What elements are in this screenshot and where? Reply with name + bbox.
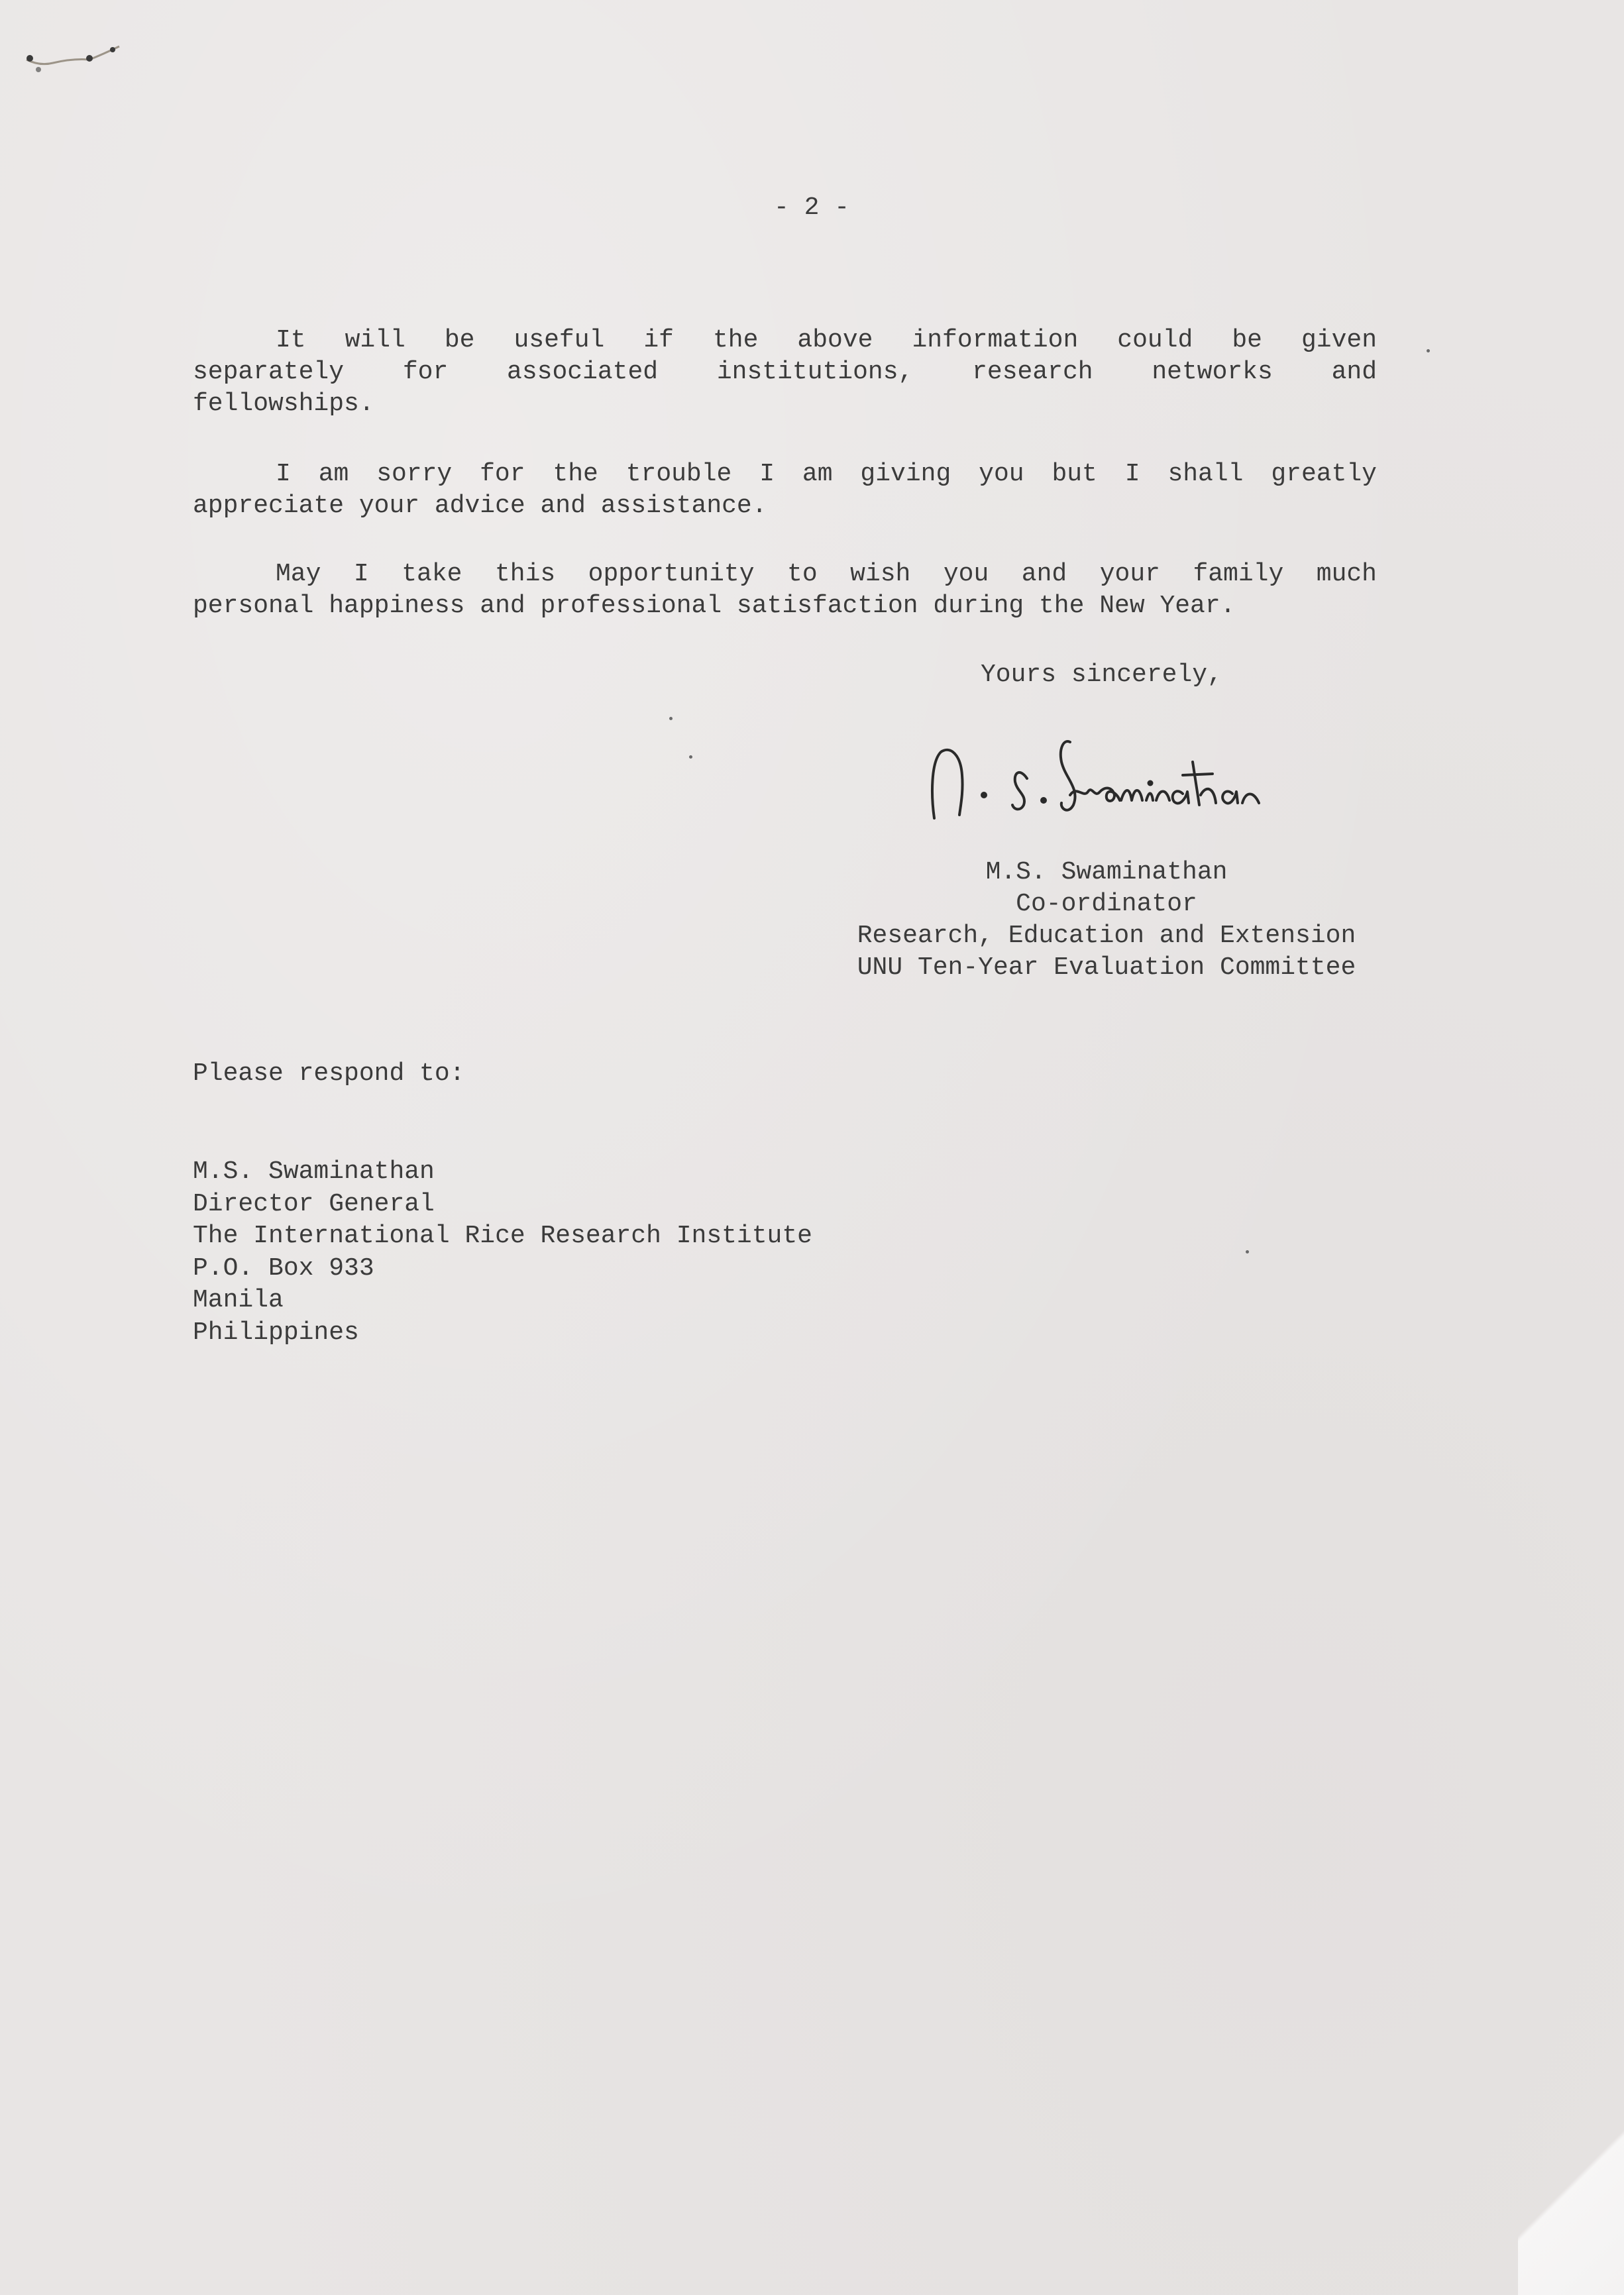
paragraph-line: fellowships.	[193, 390, 374, 418]
address-line: Manila	[193, 1286, 284, 1314]
paragraph-3	[193, 559, 1377, 622]
paragraph-line: May I take this opportunity to wish you and your family much	[276, 560, 1377, 588]
address-line: P.O. Box 933	[193, 1254, 374, 1283]
closing-salutation: Yours sincerely,	[981, 661, 1222, 689]
page-corner-fold	[1518, 2083, 1624, 2295]
address-line: Philippines	[193, 1318, 359, 1347]
signatory-title: Co-ordinator	[1016, 890, 1197, 918]
handwritten-signature	[914, 722, 1444, 835]
paragraph-line: personal happiness and professional satisfaction during the New Year.	[193, 592, 1236, 620]
signatory-department: Research, Education and Extension	[857, 922, 1356, 950]
paper-speck	[689, 755, 692, 759]
paper-speck	[1427, 349, 1430, 352]
paragraph-1	[193, 325, 1377, 420]
signatory-name: M.S. Swaminathan	[985, 858, 1228, 886]
respond-label: Please respond to:	[193, 1059, 465, 1088]
staple-mark-icon	[13, 33, 126, 86]
paragraph-2	[193, 458, 1377, 522]
address-line: M.S. Swaminathan	[193, 1157, 435, 1186]
address-line: Director General	[193, 1189, 435, 1218]
signatory-block	[835, 857, 1378, 984]
paper-speck	[669, 717, 673, 720]
response-address	[193, 1156, 812, 1349]
page-number: - 2 -	[773, 193, 850, 222]
paragraph-line: It will be useful if the above information could be given	[276, 326, 1377, 354]
paragraph-line: separately for associated institutions, research networks and	[193, 358, 1377, 386]
address-line: The International Rice Research Institute	[193, 1222, 812, 1250]
signatory-committee: UNU Ten-Year Evaluation Committee	[857, 953, 1356, 982]
paper-speck	[1246, 1250, 1249, 1254]
paragraph-line: I am sorry for the trouble I am giving you but I shall greatly	[276, 460, 1377, 488]
paragraph-line: appreciate your advice and assistance.	[193, 492, 767, 520]
